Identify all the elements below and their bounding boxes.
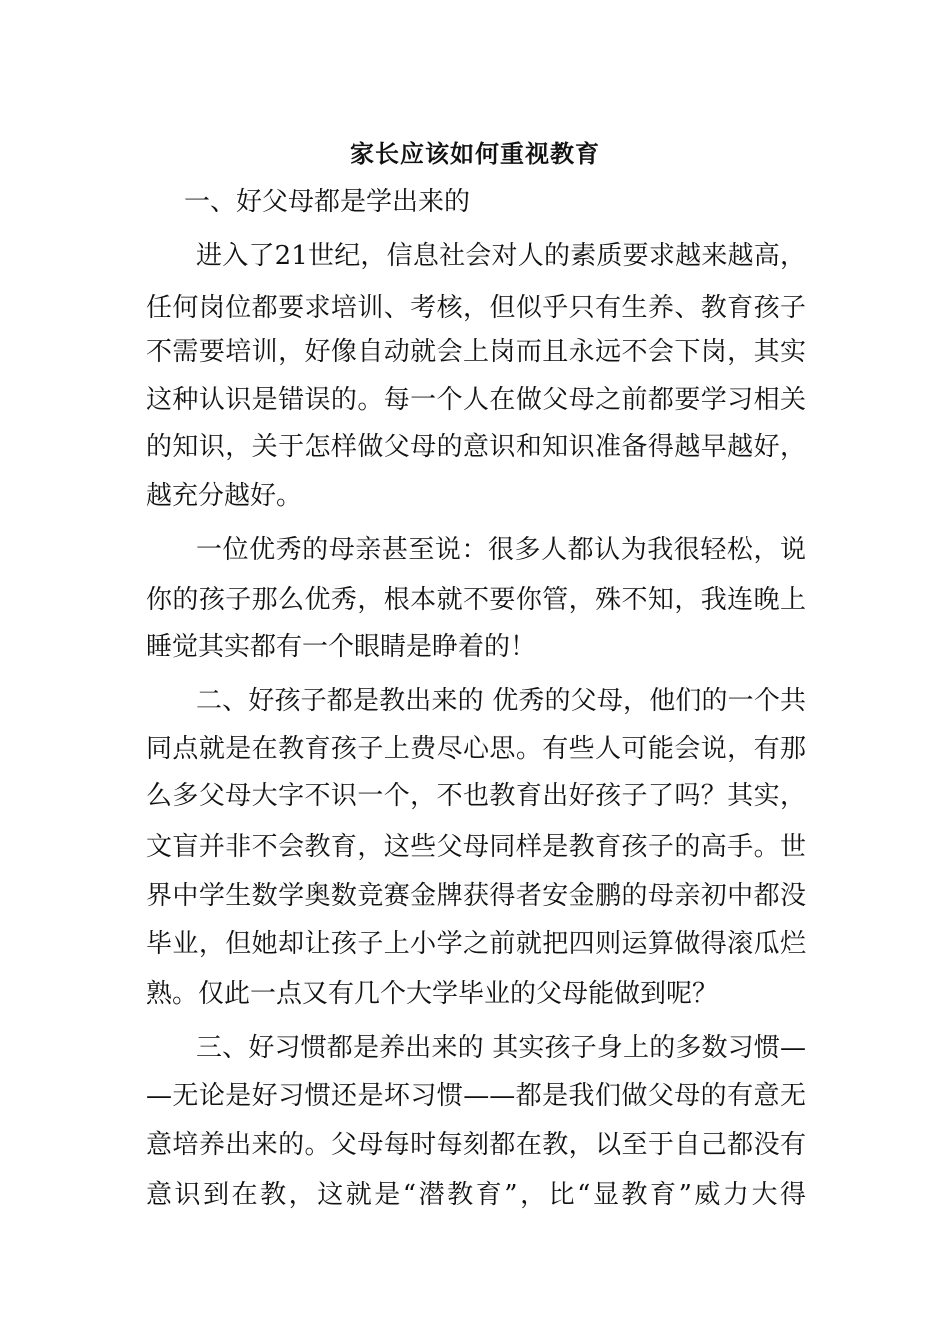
paragraph-line: 意识到在教，这就是“潜教育”，比“显教育”威力大得	[146, 1180, 806, 1210]
paragraph-line: 同点就是在教育孩子上费尽心思。有些人可能会说，有那	[146, 734, 806, 764]
document-title: 家长应该如何重视教育	[350, 139, 600, 168]
paragraph-line: 这种认识是错误的。每一个人在做父母之前都要学习相关	[146, 385, 806, 415]
section-heading-1: 一、好父母都是学出来的	[184, 187, 471, 217]
paragraph-line: 不需要培训，好像自动就会上岗而且永远不会下岗，其实	[146, 337, 806, 367]
paragraph-line: 界中学生数学奥数竞赛金牌获得者安金鹏的母亲初中都没	[146, 881, 806, 911]
paragraph-line: 睡觉其实都有一个眼睛是睁着的！	[146, 632, 537, 662]
paragraph-line: 熟。仅此一点又有几个大学毕业的父母能做到呢？	[146, 979, 719, 1009]
paragraph-line: 意培养出来的。父母每时每刻都在教，以至于自己都没有	[146, 1130, 806, 1160]
paragraph-line: 二、好孩子都是教出来的 优秀的父母，他们的一个共	[196, 686, 806, 716]
paragraph-line: 三、好习惯都是养出来的 其实孩子身上的多数习惯—	[196, 1033, 806, 1063]
paragraph-line: 任何岗位都要求培训、考核，但似乎只有生养、教育孩子	[146, 293, 806, 323]
paragraph-line: —无论是好习惯还是坏习惯——都是我们做父母的有意无	[146, 1081, 806, 1111]
paragraph-line: 越充分越好。	[146, 481, 303, 511]
paragraph-line: 进入了21世纪，信息社会对人的素质要求越来越高，	[196, 241, 806, 271]
paragraph-line: 么多父母大字不识一个，不也教育出好孩子了吗？其实，	[146, 781, 806, 811]
paragraph-line: 你的孩子那么优秀，根本就不要你管，殊不知，我连晚上	[146, 585, 806, 615]
paragraph-line: 毕业，但她却让孩子上小学之前就把四则运算做得滚瓜烂	[146, 929, 806, 959]
paragraph-line: 文盲并非不会教育，这些父母同样是教育孩子的高手。世	[146, 832, 806, 862]
paragraph-line: 一位优秀的母亲甚至说：很多人都认为我很轻松，说	[196, 535, 806, 565]
paragraph-line: 的知识，关于怎样做父母的意识和知识准备得越早越好，	[146, 432, 806, 462]
